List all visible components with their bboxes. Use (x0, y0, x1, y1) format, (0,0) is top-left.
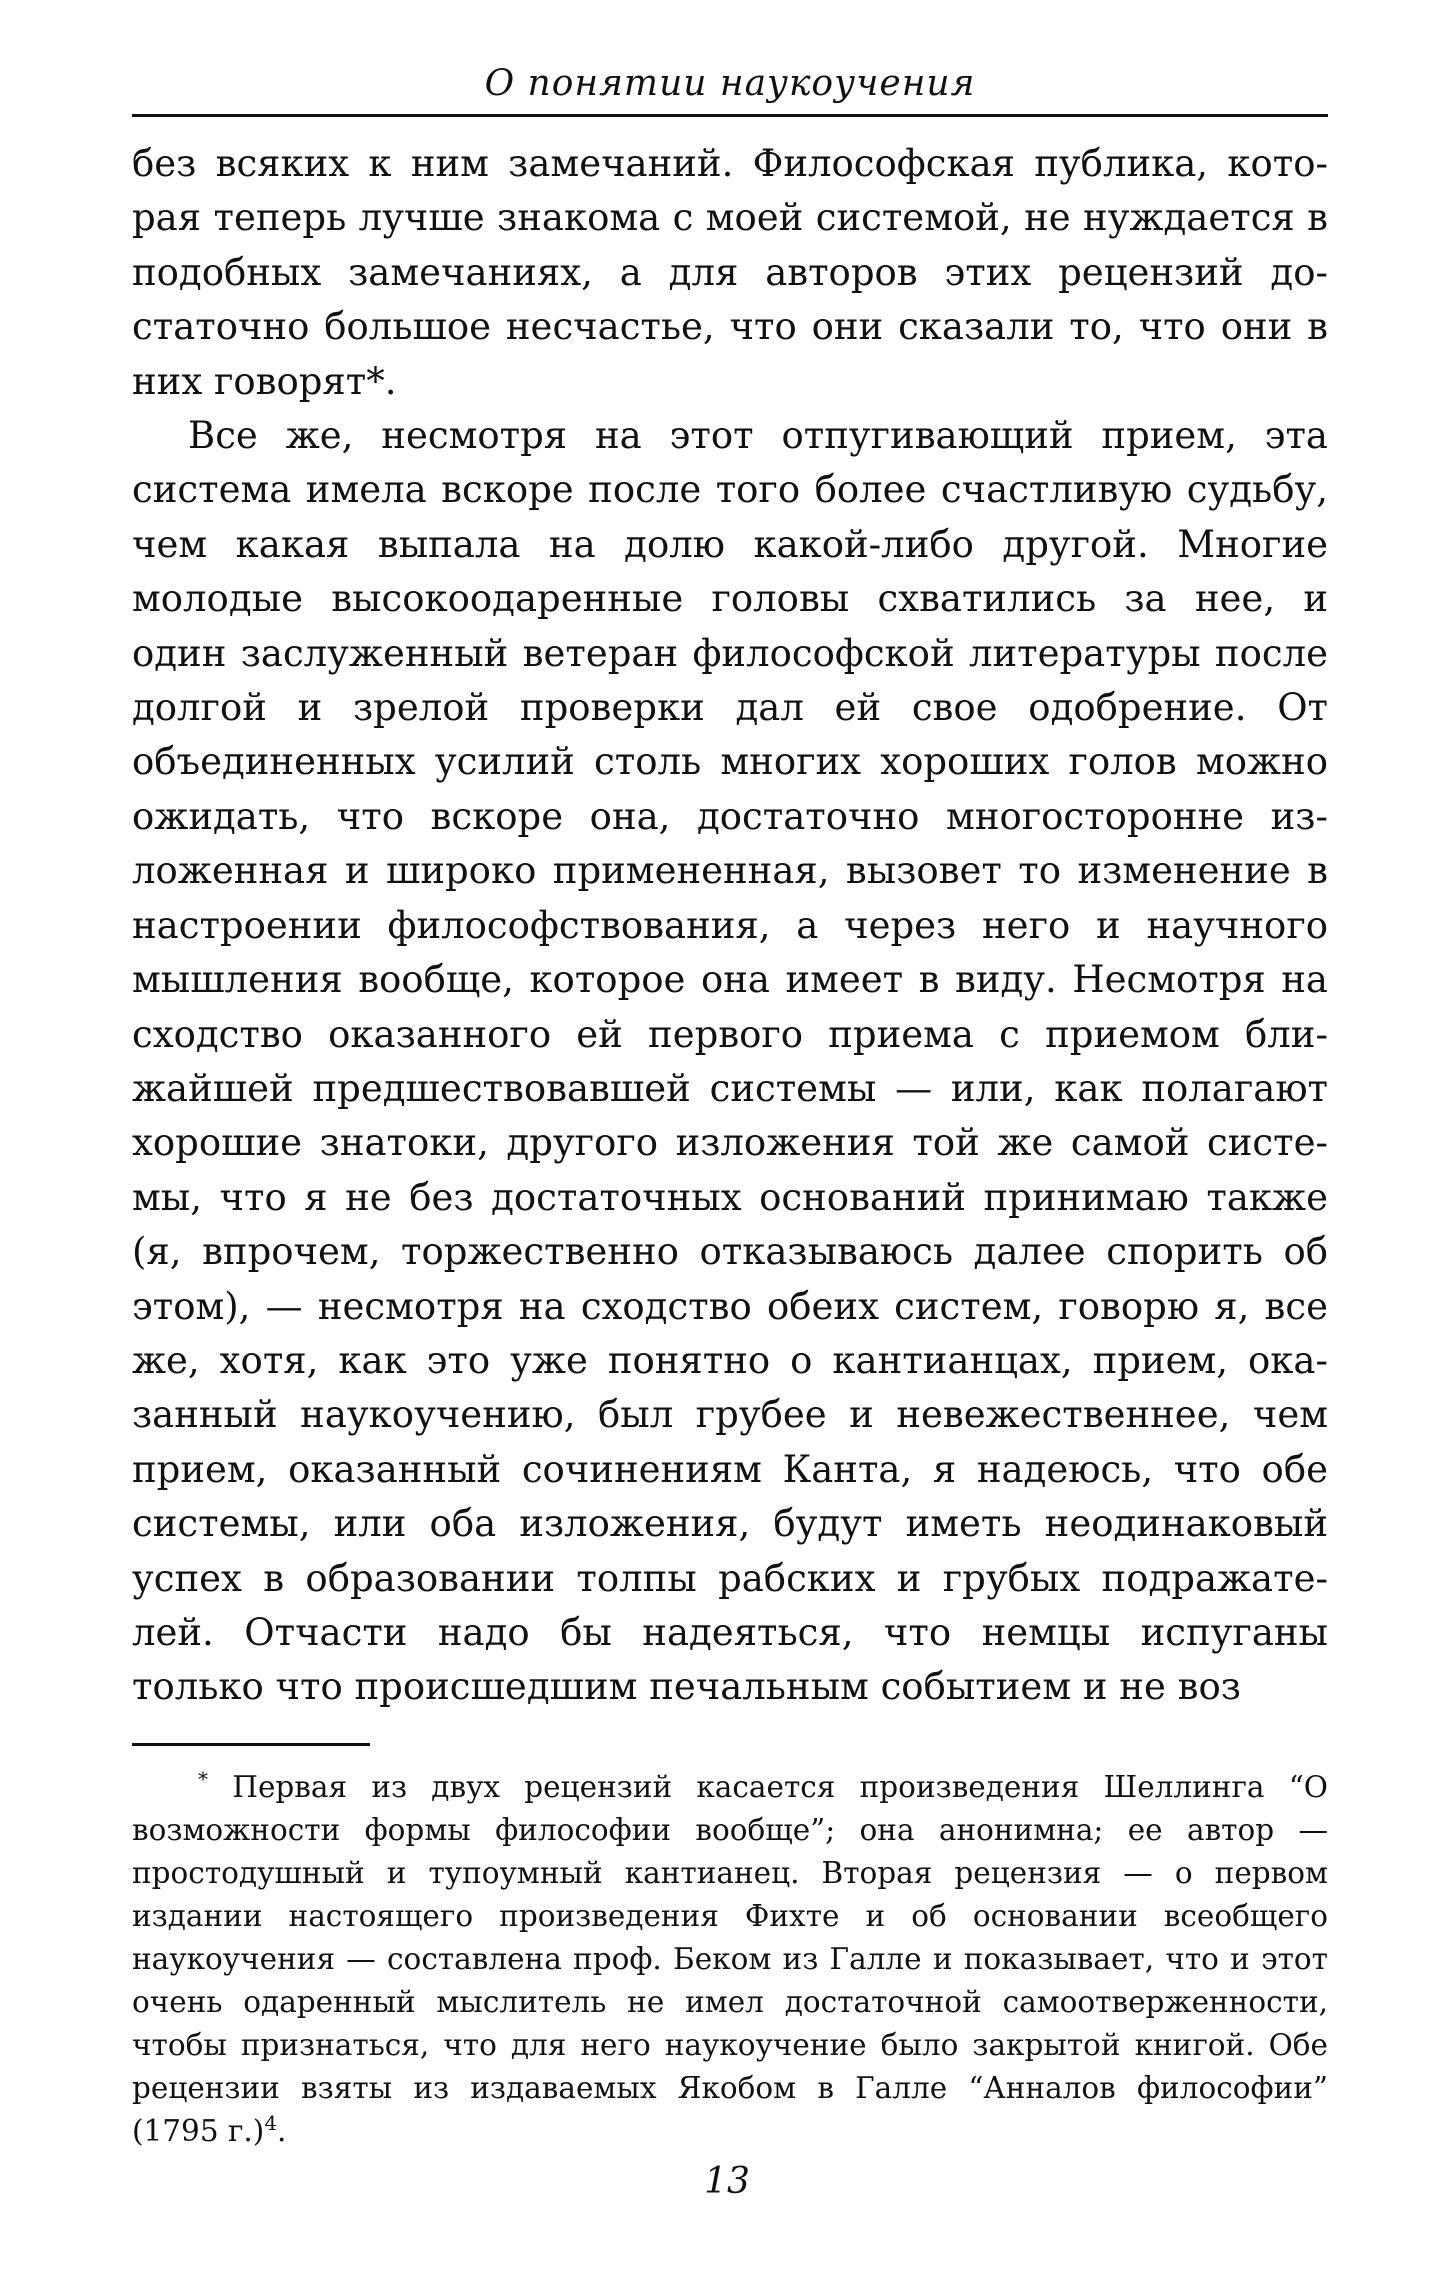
main-text (132, 137, 1328, 1715)
footnote-end: . (277, 2113, 287, 2148)
page-number: 13 (704, 2161, 750, 2202)
paragraph-2: Все же, несмотря на этот отпугивающий прием, эта система имела вскоре после того более счастливую судьбу, чем какая выпала на долю какой-либо другой. Многие молодые высокоодаренные головы схватились за нее, и один заслуженный ветеран философской литературы после долгой и зрелой проверки дал ей свое одобрение. От объединенных усилий столь многих хороших голов можно ожидать, что вскоре она, достаточно многосторонне изложенная и широко примененная, вызовет то изменение в настроении философствования, а через него и научного мышления вообще, которое она имеет в виду. Несмотря на сходство оказанного ей первого приема с приемом ближайшей предшествовавшей системы — или, как полагают хорошие знатоки, другого изложения той же самой системы, что я не без достаточных оснований принимаю также (я, впрочем, торжественно отказываюсь далее спорить об этом), — несмотря на сходство обеих систем, говорю я, все же, хотя, как это уже понятно о кантианцах, прием, оказанный наукоучению, был грубее и невежественнее, чем прием, оказанный сочинениям Канта, я надеюсь, что обе системы, или оба изложения, будут иметь неодинаковый успех в образовании толпы рабских и грубых подражателей. Отчасти надо бы надеяться, что немцы испуганы только что происшедшим печальным событием и не воз (132, 414, 1328, 1709)
footnote-note-ref: 4 (264, 2110, 278, 2135)
running-head: О понятии наукоучения (484, 63, 976, 104)
footnote-text: Первая из двух рецензий касается произведения Шеллинга “О возможности формы философии вообще”; она анонимна; ее автор — простодушный и тупоумный кантианец. Вторая рецензия — о первом издании настоящего произведения Фихте и об основании всеобщего наукоучения — составлена проф. Беком из Галле и показывает, что и этот очень одаренный мыслитель не имел достаточной самоотверженности, чтобы признаться, что для него наукоучение было закрытой книгой. Обе рецензии взяты из издаваемых Якобом в Галле “Анналов философии” (1795 г.) (132, 1769, 1328, 2148)
header-rule (132, 114, 1328, 117)
footnote-marker: * (198, 1766, 208, 1791)
footnote-rule (132, 1743, 370, 1746)
paragraph-1: без всяких к ним замечаний. Философская публика, которая теперь лучше знакома с моей системой, не нуждается в подобных замечаниях, а для авторов этих рецензий достаточно большое несчастье, что они сказали то, что они в них говорят*. (132, 142, 1328, 403)
page (132, 62, 1328, 2153)
footnote (132, 1766, 1328, 2153)
